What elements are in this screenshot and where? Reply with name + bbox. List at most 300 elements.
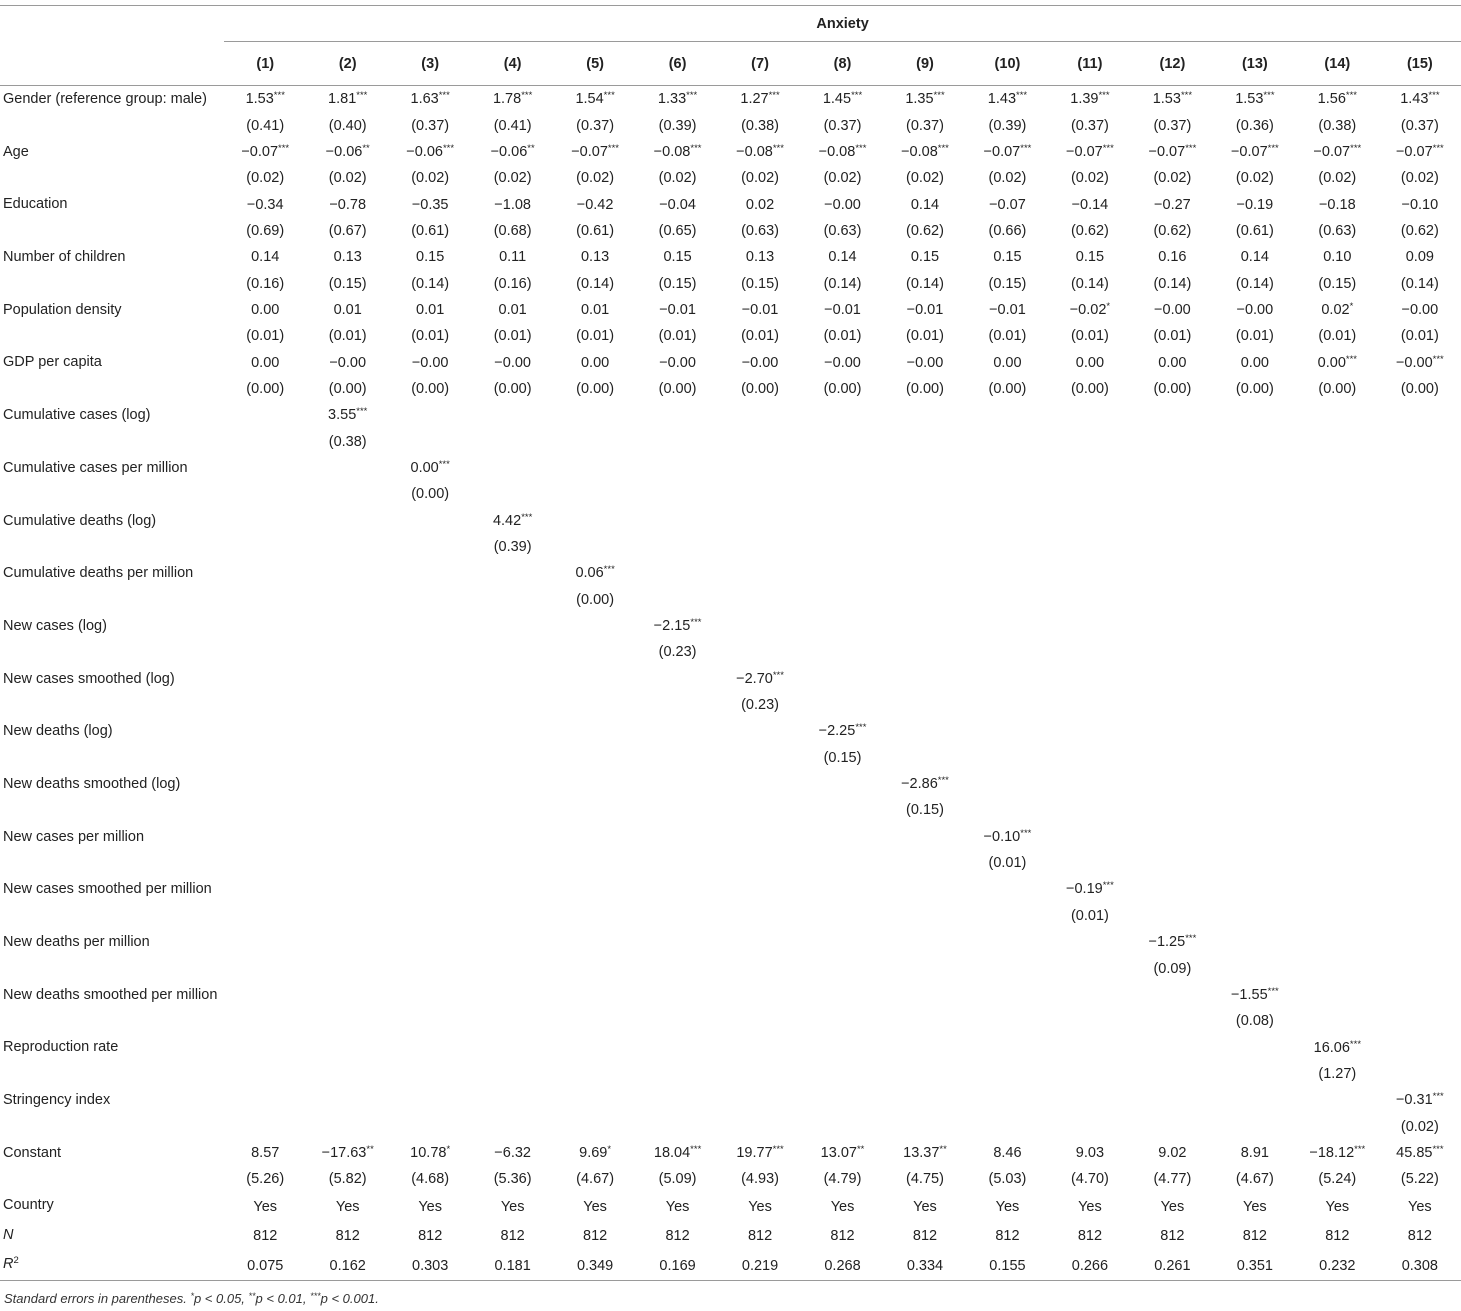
standard-error-cell	[1214, 797, 1296, 823]
standard-error-cell	[1131, 534, 1213, 560]
standard-error-cell: (0.61)	[411, 222, 450, 239]
summary-cell: 812	[500, 1228, 525, 1245]
coefficient-value: −0.00	[824, 354, 861, 371]
coefficient-cell	[471, 929, 553, 955]
coefficient-cell	[554, 349, 636, 375]
coefficient-cell	[719, 718, 801, 744]
standard-error-cell: (0.02)	[493, 170, 532, 187]
standard-error-cell: (0.15)	[988, 275, 1027, 292]
standard-error-cell: (0.09)	[1153, 960, 1192, 977]
standard-error-cell	[884, 745, 966, 771]
coefficient-cell	[966, 824, 1048, 850]
coefficient-value: 13.07	[820, 1144, 857, 1161]
coefficient-cell	[1049, 139, 1131, 165]
standard-error-cell	[389, 797, 471, 823]
standard-error-cell	[1296, 481, 1378, 507]
standard-error-cell: (0.02)	[741, 170, 779, 187]
standard-error-cell	[966, 955, 1048, 981]
row-label-text: R	[3, 1256, 14, 1273]
coefficient-value: 1.78	[492, 91, 522, 108]
standard-error-cell: (0.00)	[411, 486, 450, 503]
standard-error-cell	[636, 1113, 718, 1139]
coefficient-value: −1.25	[1148, 934, 1186, 951]
coefficient-cell	[389, 771, 471, 797]
standard-error-cell	[554, 692, 636, 718]
coefficient-cell	[554, 771, 636, 797]
standard-error-cell: (0.69)	[246, 222, 285, 239]
coefficient-value: −0.00	[1236, 301, 1274, 318]
coefficient-cell	[1214, 560, 1296, 586]
standard-error-cell	[1379, 1061, 1461, 1087]
significance-stars: ***	[768, 90, 780, 102]
coefficient-cell	[1214, 139, 1296, 165]
coefficient-cell	[884, 718, 966, 744]
standard-error-cell	[554, 1113, 636, 1139]
standard-error-cell: (0.02)	[1070, 170, 1109, 187]
standard-error-cell	[389, 1008, 471, 1034]
coefficient-value: −0.08	[818, 143, 856, 160]
summary-cell: 0.349	[554, 1251, 636, 1281]
column-header: (14)	[1296, 42, 1378, 86]
coefficient-cell	[1296, 1087, 1378, 1113]
coefficient-cell	[389, 982, 471, 1008]
coefficient-value: 8.46	[993, 1144, 1022, 1161]
standard-error-cell	[884, 692, 966, 718]
significance-stars: ***	[1428, 90, 1440, 102]
coefficient-cell	[554, 139, 636, 165]
standard-error-cell	[1214, 955, 1296, 981]
coefficient-cell	[1379, 1140, 1461, 1166]
standard-error-cell: (0.38)	[328, 433, 367, 450]
standard-error-cell: (0.02)	[988, 170, 1027, 187]
standard-error-cell	[719, 639, 801, 665]
coefficient-value: 8.91	[1240, 1144, 1269, 1161]
coefficient-cell	[306, 771, 388, 797]
coefficient-cell	[1296, 1034, 1378, 1060]
significance-stars: ***	[1016, 90, 1028, 102]
coefficient-cell	[1296, 455, 1378, 481]
coefficient-cell	[801, 771, 883, 797]
standard-error-cell	[966, 1113, 1048, 1139]
significance-stars: **	[939, 1143, 947, 1155]
standard-error-cell	[1379, 850, 1461, 876]
coefficient-cell	[884, 982, 966, 1008]
standard-error-cell: (0.66)	[988, 222, 1027, 239]
summary-cell: Yes	[335, 1199, 360, 1216]
standard-error-cell	[884, 481, 966, 507]
coefficient-value: 0.01	[416, 301, 445, 318]
standard-error-cell	[801, 797, 883, 823]
coefficient-cell	[1214, 1087, 1296, 1113]
coefficient-cell	[1379, 666, 1461, 692]
standard-error-cell	[719, 428, 801, 454]
standard-error-cell	[1379, 481, 1461, 507]
coefficient-cell	[719, 508, 801, 534]
coefficient-cell	[884, 297, 966, 323]
summary-cell: 0.075	[224, 1251, 306, 1281]
table-row-coefficient	[0, 824, 1461, 850]
standard-error-cell	[224, 955, 306, 981]
standard-error-cell: (4.75)	[906, 1171, 944, 1188]
coefficient-cell	[224, 139, 306, 165]
standard-error-cell	[471, 587, 553, 613]
summary-cell: 812	[1325, 1228, 1350, 1245]
standard-error-cell: (0.62)	[1070, 222, 1109, 239]
coefficient-cell	[1131, 824, 1213, 850]
coefficient-cell	[801, 666, 883, 692]
standard-error-cell: (0.00)	[1235, 380, 1274, 397]
summary-cell: 0.162	[306, 1251, 388, 1281]
coefficient-value: 4.42	[492, 512, 522, 529]
coefficient-cell	[554, 613, 636, 639]
coefficient-cell	[1049, 508, 1131, 534]
standard-error-cell	[1131, 639, 1213, 665]
coefficient-value: 1.53	[1152, 91, 1181, 108]
coefficient-cell	[966, 297, 1048, 323]
standard-error-cell: (0.37)	[1153, 117, 1192, 134]
standard-error-cell	[1296, 1008, 1378, 1034]
coefficient-cell	[1379, 929, 1461, 955]
coefficient-cell	[1049, 613, 1131, 639]
coefficient-cell	[1131, 244, 1213, 270]
coefficient-value: 0.00	[1240, 354, 1269, 371]
coefficient-cell	[636, 1140, 718, 1166]
standard-error-cell	[966, 534, 1048, 560]
summary-cell: 812	[912, 1228, 938, 1245]
coefficient-cell	[966, 1087, 1048, 1113]
coefficient-cell	[1131, 191, 1213, 217]
row-label: New deaths (log)	[3, 723, 113, 740]
coefficient-cell	[636, 244, 718, 270]
significance-stars: *	[1349, 300, 1354, 312]
significance-stars: ***	[521, 90, 533, 102]
summary-cell: 0.261	[1131, 1251, 1213, 1281]
standard-error-cell	[966, 797, 1048, 823]
standard-error-cell	[966, 587, 1048, 613]
standard-error-cell: (0.01)	[1400, 328, 1439, 345]
coefficient-cell	[1296, 244, 1378, 270]
coefficient-cell	[801, 139, 883, 165]
coefficient-cell	[636, 297, 718, 323]
coefficient-value: 0.14	[251, 249, 280, 266]
standard-error-cell	[224, 692, 306, 718]
standard-error-cell: (0.62)	[906, 222, 944, 239]
row-label: New deaths smoothed (log)	[3, 775, 181, 792]
coefficient-cell	[471, 297, 553, 323]
standard-error-cell: (0.01)	[741, 328, 779, 345]
standard-error-cell	[719, 955, 801, 981]
significance-stars: **	[362, 142, 370, 154]
standard-error-cell	[1379, 534, 1461, 560]
coefficient-value: −0.07	[1066, 143, 1103, 160]
coefficient-cell	[636, 191, 718, 217]
standard-error-cell: (5.09)	[658, 1171, 697, 1188]
significance-stars: ***	[1267, 985, 1279, 997]
standard-error-cell: (0.00)	[328, 380, 367, 397]
coefficient-cell	[1296, 771, 1378, 797]
coefficient-cell	[224, 666, 306, 692]
standard-error-cell	[1379, 797, 1461, 823]
coefficient-cell	[1379, 876, 1461, 902]
standard-error-cell	[1131, 481, 1213, 507]
standard-error-cell: (0.14)	[906, 275, 944, 292]
standard-error-cell: (4.93)	[741, 1171, 779, 1188]
coefficient-value: 1.45	[822, 91, 852, 108]
coefficient-value: 0.15	[416, 249, 445, 266]
significance-stars: ***	[937, 142, 949, 154]
coefficient-cell	[224, 1140, 306, 1166]
standard-error-cell: (0.61)	[1235, 222, 1274, 239]
standard-error-cell: (0.63)	[741, 222, 779, 239]
coefficient-cell	[966, 244, 1048, 270]
coefficient-cell	[884, 1140, 966, 1166]
coefficient-cell	[636, 402, 718, 428]
summary-cell: 812	[253, 1228, 278, 1245]
standard-error-cell	[801, 955, 883, 981]
coefficient-cell	[554, 1034, 636, 1060]
column-header: (9)	[884, 42, 966, 86]
coefficient-cell	[1379, 1087, 1461, 1113]
standard-error-cell	[1214, 1113, 1296, 1139]
summary-cell: 812	[1160, 1228, 1185, 1245]
standard-error-cell: (0.01)	[1070, 907, 1109, 924]
standard-error-cell	[636, 1061, 718, 1087]
coefficient-cell	[1379, 86, 1461, 113]
coefficient-cell	[1131, 402, 1213, 428]
coefficient-cell	[1296, 982, 1378, 1008]
standard-error-cell	[389, 1061, 471, 1087]
note-star: ***	[310, 1291, 321, 1301]
row-label: New cases smoothed (log)	[3, 670, 175, 687]
standard-error-cell	[1049, 587, 1131, 613]
table-row-coefficient	[0, 402, 1461, 428]
standard-error-cell: (0.00)	[906, 380, 944, 397]
coefficient-value: 0.09	[1405, 249, 1434, 266]
summary-cell: 812	[830, 1228, 855, 1245]
summary-cell: 0.351	[1214, 1251, 1296, 1281]
coefficient-cell	[636, 139, 718, 165]
coefficient-cell	[1214, 402, 1296, 428]
coefficient-value: 45.85	[1396, 1144, 1433, 1161]
coefficient-cell	[1049, 876, 1131, 902]
standard-error-cell: (5.82)	[328, 1171, 367, 1188]
standard-error-cell: (0.14)	[1400, 275, 1439, 292]
standard-error-cell: (0.62)	[1153, 222, 1192, 239]
coefficient-cell	[306, 139, 388, 165]
coefficient-cell	[306, 666, 388, 692]
standard-error-cell	[1214, 639, 1296, 665]
significance-stars: ***	[603, 90, 615, 102]
coefficient-cell	[966, 666, 1048, 692]
coefficient-value: −0.14	[1071, 196, 1109, 213]
significance-stars: *	[607, 1143, 612, 1155]
standard-error-cell: (0.37)	[906, 117, 944, 134]
coefficient-cell	[224, 613, 306, 639]
coefficient-value: 0.00	[1158, 354, 1187, 371]
table-row-coefficient	[0, 244, 1461, 270]
significance-stars: ***	[855, 722, 867, 734]
coefficient-cell	[389, 1034, 471, 1060]
coefficient-cell	[1296, 666, 1378, 692]
table-row-coefficient	[0, 191, 1461, 217]
coefficient-cell	[224, 508, 306, 534]
coefficient-value: 0.00	[410, 459, 439, 476]
significance-stars: ***	[1020, 142, 1032, 154]
row-label: Gender (reference group: male)	[3, 91, 207, 107]
standard-error-cell	[636, 797, 718, 823]
summary-cell: 0.155	[966, 1251, 1048, 1281]
standard-error-cell	[1214, 587, 1296, 613]
coefficient-cell	[389, 402, 471, 428]
standard-error-cell	[966, 1008, 1048, 1034]
standard-error-cell	[471, 692, 553, 718]
coefficient-cell	[471, 824, 553, 850]
standard-error-cell: (0.14)	[823, 275, 862, 292]
coefficient-cell	[884, 86, 966, 113]
column-header: (6)	[636, 42, 718, 86]
row-label: Population density	[3, 301, 122, 318]
row-label: New cases smoothed per million	[3, 881, 212, 898]
standard-error-cell	[224, 1008, 306, 1034]
coefficient-cell	[1049, 191, 1131, 217]
standard-error-cell	[306, 955, 388, 981]
standard-error-cell	[636, 850, 718, 876]
standard-error-cell: (0.16)	[246, 275, 285, 292]
coefficient-value: 1.53	[245, 91, 274, 108]
coefficient-cell	[719, 1034, 801, 1060]
coefficient-cell	[389, 929, 471, 955]
column-header: (5)	[554, 42, 636, 86]
standard-error-cell	[719, 534, 801, 560]
standard-error-cell	[554, 955, 636, 981]
coefficient-cell	[884, 139, 966, 165]
table-row-summary	[0, 1251, 1461, 1281]
coefficient-cell	[719, 929, 801, 955]
standard-error-cell: (0.01)	[328, 328, 367, 345]
standard-error-cell	[306, 850, 388, 876]
significance-stars: ***	[1185, 933, 1197, 945]
significance-stars: ***	[772, 142, 784, 154]
coefficient-cell	[719, 402, 801, 428]
coefficient-value: 1.63	[410, 91, 439, 108]
standard-error-cell	[1131, 587, 1213, 613]
standard-error-cell	[554, 481, 636, 507]
row-label-text: Country	[3, 1197, 54, 1214]
coefficient-cell	[389, 1140, 471, 1166]
coefficient-value: 0.11	[499, 249, 527, 266]
coefficient-value: −0.35	[411, 196, 449, 213]
coefficient-cell	[306, 455, 388, 481]
coefficient-cell	[966, 402, 1048, 428]
coefficient-cell	[884, 929, 966, 955]
significance-stars: ***	[1185, 142, 1197, 154]
standard-error-cell: (0.00)	[576, 380, 615, 397]
summary-cell: 812	[1077, 1228, 1103, 1245]
coefficient-cell	[801, 349, 883, 375]
standard-error-cell	[636, 587, 718, 613]
standard-error-cell	[554, 1061, 636, 1087]
standard-error-cell	[224, 903, 306, 929]
coefficient-cell	[884, 1087, 966, 1113]
coefficient-cell	[1296, 560, 1378, 586]
summary-cell: 0.308	[1379, 1251, 1461, 1281]
coefficient-value: −0.07	[571, 143, 608, 160]
coefficient-cell	[389, 824, 471, 850]
coefficient-value: 0.00	[580, 354, 610, 371]
coefficient-cell	[1296, 718, 1378, 744]
coefficient-cell	[224, 824, 306, 850]
standard-error-cell	[719, 481, 801, 507]
note-threshold: p < 0.05,	[193, 1291, 249, 1306]
coefficient-cell	[471, 560, 553, 586]
summary-cell: 812	[583, 1228, 608, 1245]
coefficient-cell	[884, 508, 966, 534]
coefficient-cell	[636, 824, 718, 850]
table-row-coefficient	[0, 982, 1461, 1008]
coefficient-cell	[1379, 982, 1461, 1008]
standard-error-cell: (0.02)	[1400, 1118, 1439, 1135]
coefficient-value: 0.02	[745, 196, 775, 213]
coefficient-cell	[389, 191, 471, 217]
standard-error-cell: (0.02)	[823, 170, 862, 187]
standard-error-cell	[801, 428, 883, 454]
standard-error-cell	[1296, 587, 1378, 613]
coefficient-cell	[1131, 613, 1213, 639]
table-row-coefficient	[0, 718, 1461, 744]
coefficient-cell	[471, 455, 553, 481]
coefficient-cell	[471, 86, 553, 113]
coefficient-cell	[636, 718, 718, 744]
summary-cell: 0.169	[636, 1251, 718, 1281]
coefficient-cell	[801, 560, 883, 586]
coefficient-cell	[1379, 455, 1461, 481]
coefficient-cell	[801, 297, 883, 323]
standard-error-cell	[966, 481, 1048, 507]
coefficient-cell	[636, 666, 718, 692]
coefficient-cell	[554, 876, 636, 902]
standard-error-cell	[884, 1061, 966, 1087]
standard-error-cell	[719, 1061, 801, 1087]
standard-error-cell	[884, 850, 966, 876]
standard-error-cell	[801, 587, 883, 613]
coefficient-cell	[224, 1034, 306, 1060]
standard-error-cell	[1379, 587, 1461, 613]
coefficient-cell	[471, 349, 553, 375]
significance-stars: ***	[690, 142, 702, 154]
standard-error-cell	[471, 745, 553, 771]
significance-stars: ***	[1098, 90, 1110, 102]
significance-stars: ***	[690, 617, 702, 629]
standard-error-cell	[801, 1008, 883, 1034]
coefficient-cell	[224, 771, 306, 797]
summary-cell: Yes	[1078, 1199, 1102, 1216]
standard-error-cell	[1214, 428, 1296, 454]
row-label: GDP per capita	[3, 354, 102, 371]
coefficient-value: −0.42	[576, 196, 614, 213]
coefficient-cell	[1214, 244, 1296, 270]
standard-error-cell: (0.36)	[1235, 117, 1274, 134]
standard-error-cell	[801, 1061, 883, 1087]
standard-error-cell	[224, 1113, 306, 1139]
coefficient-value: 9.02	[1158, 1144, 1187, 1161]
significance-stars: ***	[1432, 353, 1444, 365]
standard-error-cell	[801, 850, 883, 876]
significance-stars: ***	[1432, 1091, 1444, 1103]
standard-error-cell: (0.01)	[1070, 328, 1109, 345]
coefficient-value: 0.15	[663, 249, 692, 266]
coefficient-cell	[719, 244, 801, 270]
standard-error-cell	[1131, 797, 1213, 823]
